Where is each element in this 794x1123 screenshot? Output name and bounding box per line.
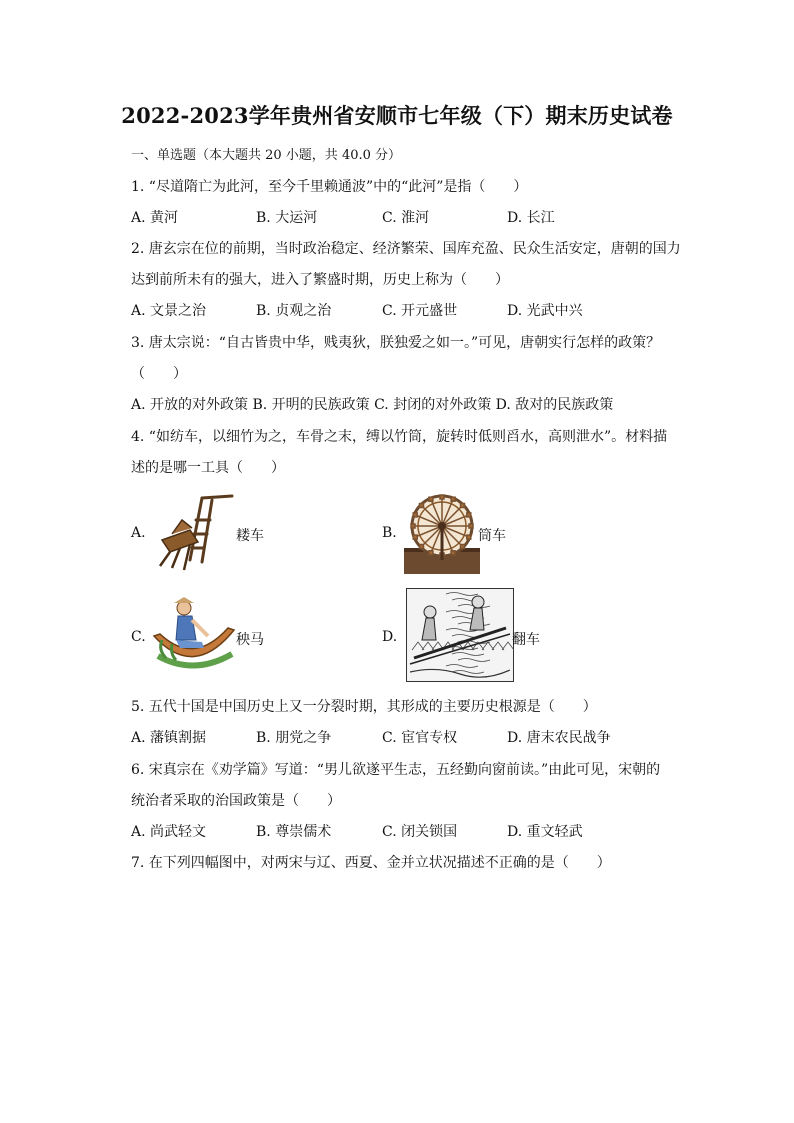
- q5-option-d: D. 唐末农民战争: [507, 730, 611, 746]
- page-title: 2022-2023学年贵州省安顺市七年级（下）期末历史试卷: [121, 103, 673, 128]
- q4-option-d-caption: 翻车: [512, 632, 540, 648]
- q6-option-b: B. 尊崇儒术: [256, 824, 332, 840]
- q4-option-a-caption: 耧车: [236, 528, 264, 544]
- q5-option-a: A. 藩镇割据: [131, 730, 207, 746]
- water-wheel-icon: [404, 490, 480, 574]
- q5-option-c: C. 宦官专权: [382, 730, 458, 746]
- question-6-stem-line-1: 6. 宋真宗在《劝学篇》写道：“男儿欲遂平生志，五经勤向窗前读。”由此可见，宋朝的: [131, 762, 661, 778]
- seed-drill-icon: [152, 490, 236, 574]
- q4-option-b-caption: 筒车: [478, 528, 506, 544]
- q3-options-line: A. 开放的对外政策 B. 开明的民族政策 C. 封闭的对外政策 D. 敌对的民族政策: [131, 397, 614, 413]
- chain-pump-woodcut-icon: [406, 588, 514, 682]
- q1-option-a: A. 黄河: [131, 210, 179, 226]
- q5-option-b: B. 朋党之争: [256, 730, 332, 746]
- rice-seedling-boat-icon: [152, 596, 236, 672]
- question-4-stem-line-1: 4. “如纺车，以细竹为之，车骨之末，缚以竹筒，旋转时低则舀水，高则泄水”。材料描: [131, 429, 668, 445]
- question-6-stem-line-2: 统治者采取的治国政策是（ ）: [131, 793, 341, 809]
- q2-option-c: C. 开元盛世: [382, 303, 458, 319]
- question-1-stem: 1. “尽道隋亡为此河，至今千里赖通波”中的“此河”是指（ ）: [131, 179, 528, 195]
- q4-option-c-caption: 秧马: [236, 632, 264, 648]
- q4-option-d-letter: D.: [382, 629, 398, 645]
- q6-option-a: A. 尚武轻文: [131, 824, 207, 840]
- section-heading: 一、单选题（本大题共 20 小题，共 40.0 分）: [131, 148, 402, 163]
- q4-option-c-letter: C.: [131, 629, 146, 645]
- question-3-stem-line-1: 3. 唐太宗说：“自古皆贵中华，贱夷狄，朕独爱之如一。”可见，唐朝实行怎样的政策？: [131, 335, 661, 351]
- q1-option-c: C. 淮河: [382, 210, 430, 226]
- q2-option-d: D. 光武中兴: [507, 303, 583, 319]
- q6-option-c: C. 闭关锁国: [382, 824, 458, 840]
- q6-option-d: D. 重文轻武: [507, 824, 583, 840]
- question-5-stem: 5. 五代十国是中国历史上又一分裂时期，其形成的主要历史根源是（ ）: [131, 699, 597, 715]
- question-7-stem: 7. 在下列四幅图中，对两宋与辽、西夏、金并立状况描述不正确的是（ ）: [131, 855, 611, 871]
- q2-option-a: A. 文景之治: [131, 303, 207, 319]
- q1-option-d: D. 长江: [507, 210, 555, 226]
- question-4-stem-line-2: 述的是哪一工具（ ）: [131, 460, 285, 476]
- q4-option-a-letter: A.: [131, 525, 146, 541]
- q4-option-b-letter: B.: [382, 525, 397, 541]
- q1-option-b: B. 大运河: [256, 210, 318, 226]
- q2-option-b: B. 贞观之治: [256, 303, 332, 319]
- question-2-stem-line-2: 达到前所未有的强大，进入了繁盛时期，历史上称为（ ）: [131, 272, 509, 288]
- question-3-stem-line-2: （ ）: [131, 366, 187, 382]
- question-2-stem-line-1: 2. 唐玄宗在位的前期，当时政治稳定、经济繁荣、国库充盈、民众生活安定，唐朝的国力: [131, 241, 681, 257]
